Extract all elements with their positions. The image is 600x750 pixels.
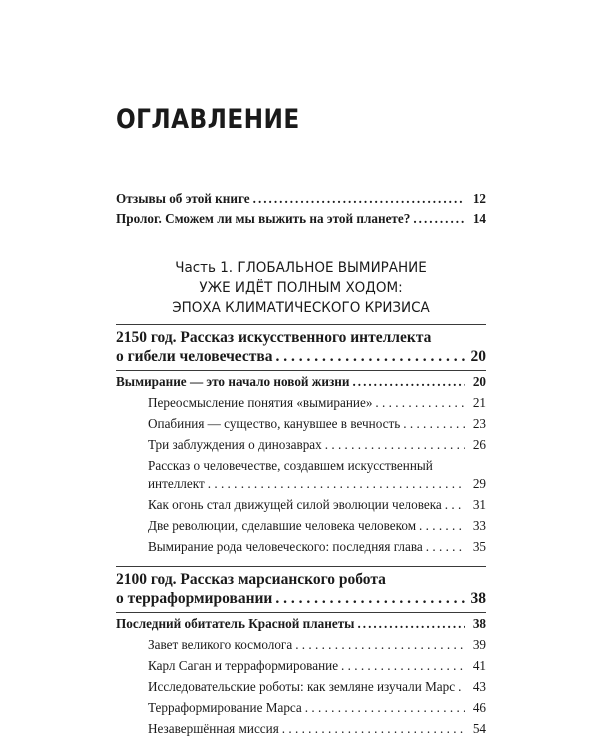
toc-item[interactable] bbox=[148, 720, 486, 738]
part-heading-line: ЭПОХА КЛИМАТИЧЕСКОГО КРИЗИСА bbox=[172, 300, 430, 316]
toc-item[interactable] bbox=[148, 538, 486, 556]
toc-entry-label: Карл Саган и терраформирование bbox=[148, 658, 339, 673]
leader-dots bbox=[403, 415, 465, 433]
leader-dots bbox=[341, 657, 465, 675]
leader-dots bbox=[295, 636, 465, 654]
leader-dots bbox=[276, 347, 466, 367]
leader-dots bbox=[445, 496, 465, 514]
toc-page-number: 41 bbox=[472, 658, 486, 673]
toc-entry-label: Три заблуждения о динозаврах bbox=[148, 437, 322, 452]
divider bbox=[116, 566, 486, 567]
leader-dots bbox=[325, 436, 465, 454]
toc-item[interactable] bbox=[148, 496, 486, 514]
divider bbox=[116, 612, 486, 613]
leader-dots bbox=[413, 210, 465, 228]
toc-entry-label: Завет великого космолога bbox=[148, 637, 293, 652]
toc-entry-label: Опабиния — существо, канувшее в вечность bbox=[148, 416, 401, 431]
toc-page-number: 23 bbox=[472, 416, 486, 431]
toc-entry-label: Пролог. Сможем ли мы выжить на этой планете? bbox=[116, 211, 411, 226]
toc-page-number: 38 bbox=[470, 590, 486, 607]
toc-page-number: 39 bbox=[472, 637, 486, 652]
toc-entry-prologue[interactable] bbox=[116, 210, 486, 228]
divider bbox=[116, 370, 486, 371]
toc-entry-label: интеллект bbox=[148, 476, 205, 491]
toc-entry-label: Вымирание — это начало новой жизни bbox=[116, 374, 350, 389]
part-heading-line: Часть 1. ГЛОБАЛЬНОЕ ВЫМИРАНИЕ bbox=[175, 260, 427, 276]
toc-page-number: 35 bbox=[472, 539, 486, 554]
chapter-title[interactable]: 2150 год. Рассказ искусственного интеллекта bbox=[116, 329, 432, 346]
toc-entry-label: Вымирание рода человеческого: последняя глава bbox=[148, 539, 423, 554]
toc-entry-label: Исследовательские роботы: как земляне изучали Марс bbox=[148, 679, 456, 694]
toc-entry-label: о терраформировании bbox=[116, 590, 273, 607]
leader-dots bbox=[275, 589, 465, 609]
part-heading bbox=[129, 258, 473, 318]
toc-page-number: 12 bbox=[472, 191, 486, 206]
toc-page-number: 14 bbox=[472, 211, 486, 226]
leader-dots bbox=[253, 190, 465, 208]
leader-dots bbox=[357, 615, 465, 633]
page-title: ОГЛАВЛЕНИЕ bbox=[116, 104, 300, 135]
toc-item[interactable] bbox=[148, 699, 486, 717]
toc-page-number: 31 bbox=[472, 497, 486, 512]
toc-item[interactable] bbox=[148, 678, 486, 696]
toc-entry-label: Последний обитатель Красной планеты bbox=[116, 616, 355, 631]
leader-dots bbox=[282, 720, 465, 738]
toc-item[interactable] bbox=[148, 394, 486, 412]
leader-dots bbox=[419, 517, 465, 535]
leader-dots bbox=[426, 538, 465, 556]
part-heading-line: УЖЕ ИДЁТ ПОЛНЫМ ХОДОМ: bbox=[199, 280, 403, 296]
toc-page-number: 43 bbox=[472, 679, 486, 694]
leader-dots bbox=[352, 373, 465, 391]
toc-page-number: 21 bbox=[472, 395, 486, 410]
toc-item[interactable] bbox=[148, 517, 486, 535]
toc-page-number: 20 bbox=[472, 374, 486, 389]
toc-section[interactable] bbox=[116, 373, 486, 391]
toc-entry-label: Незавершённая миссия bbox=[148, 721, 279, 736]
divider bbox=[116, 324, 486, 325]
leader-dots bbox=[458, 678, 465, 696]
toc-entry-label: Как огонь стал движущей силой эволюции человека bbox=[148, 497, 442, 512]
chapter-title[interactable]: 2100 год. Рассказ марсианского робота bbox=[116, 571, 386, 588]
toc-page-number: 38 bbox=[472, 616, 486, 631]
toc-page-number: 26 bbox=[472, 437, 486, 452]
toc-entry-label: Переосмысление понятия «вымирание» bbox=[148, 395, 373, 410]
toc-chapter-2[interactable] bbox=[116, 589, 486, 609]
toc-entry-label: Отзывы об этой книге bbox=[116, 191, 250, 206]
toc-entry-label: о гибели человечества bbox=[116, 348, 273, 365]
leader-dots bbox=[208, 475, 465, 493]
toc-entry-label: Терраформирование Марса bbox=[148, 700, 302, 715]
leader-dots bbox=[305, 699, 465, 717]
toc-chapter-1[interactable] bbox=[116, 347, 486, 367]
toc-page-number: 29 bbox=[472, 476, 486, 491]
toc-item[interactable] bbox=[148, 636, 486, 654]
leader-dots bbox=[375, 394, 465, 412]
toc-entry-label: Две революции, сделавшие человека человеком bbox=[148, 518, 417, 533]
toc-entry-reviews[interactable] bbox=[116, 190, 486, 208]
toc-item[interactable] bbox=[148, 657, 486, 675]
toc-page-number: 33 bbox=[472, 518, 486, 533]
toc-section[interactable] bbox=[116, 615, 486, 633]
toc-page-number: 46 bbox=[472, 700, 486, 715]
toc-item[interactable] bbox=[148, 436, 486, 454]
toc-page-number: 54 bbox=[472, 721, 486, 736]
toc-item[interactable] bbox=[148, 475, 486, 493]
toc-item[interactable] bbox=[148, 415, 486, 433]
toc-page-number: 20 bbox=[470, 348, 486, 365]
toc-item-label-line[interactable]: Рассказ о человечестве, создавшем искусственный bbox=[148, 458, 433, 473]
